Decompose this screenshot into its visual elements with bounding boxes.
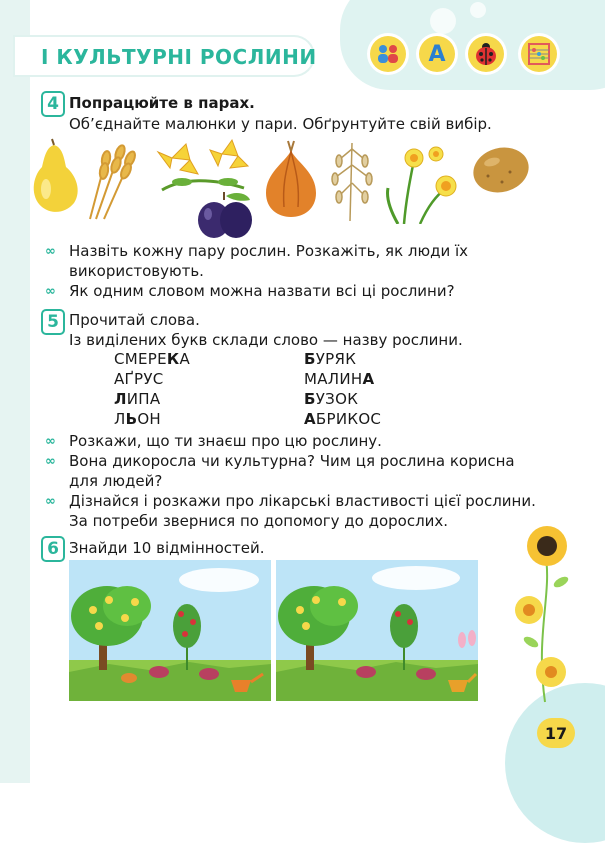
word-right-4: АБРИКОС xyxy=(304,410,382,428)
bubble xyxy=(470,2,486,18)
task5-bullet-2-line-1: Вона дикоросла чи культурна? Чим ця рослина корисна xyxy=(69,452,515,470)
task-number-6: 6 xyxy=(41,536,65,562)
wheat-picture xyxy=(82,137,144,221)
task5-heading: Прочитай слова. xyxy=(69,311,200,329)
word-left-3: ЛИПА xyxy=(114,390,161,408)
bullet-icon: ∞ xyxy=(45,434,56,449)
people-icon xyxy=(370,36,406,72)
flower-decoration-icon xyxy=(505,522,580,712)
bullet-icon: ∞ xyxy=(45,244,56,259)
task5-instruction: Із виділених букв склади слово — назву рослини. xyxy=(69,331,463,349)
onion-picture xyxy=(262,137,320,221)
task4-bullet-1-line-1: Назвіть кожну пару рослин. Розкажіть, як люди їх xyxy=(69,242,469,260)
word-left-4: ЛЬОН xyxy=(114,410,162,428)
letter-a-icon xyxy=(419,36,455,72)
letter-a: A xyxy=(428,41,446,67)
task4-instruction: Об’єднайте малюнки у пари. Обґрунтуйте свій вибір. xyxy=(69,115,492,133)
ladybug-icon xyxy=(468,36,504,72)
task4-bullet-1-line-2: використовують. xyxy=(69,262,204,280)
task-number-5: 5 xyxy=(41,309,65,335)
left-margin-band xyxy=(0,0,30,783)
section-title-bar xyxy=(15,37,317,75)
daffodil-picture xyxy=(384,140,466,224)
bubble xyxy=(430,8,456,34)
scene-left xyxy=(69,560,271,701)
task-number-4: 4 xyxy=(41,91,65,117)
section-title: І КУЛЬТУРНІ РОСЛИНИ xyxy=(41,45,317,69)
task4-bullet-2: Як одним словом можна назвати всі ці рослини? xyxy=(69,282,455,300)
pear-picture xyxy=(24,137,84,215)
word-left-1: СМЕРЕКА xyxy=(114,350,191,368)
scene-right xyxy=(276,560,478,701)
page-number: 17 xyxy=(537,718,575,748)
bullet-icon: ∞ xyxy=(45,494,56,509)
abacus-icon xyxy=(521,36,557,72)
task5-bullet-3-line-2: За потреби звернися по допомогу до дорослих. xyxy=(69,512,449,530)
plum-picture xyxy=(196,190,254,240)
word-left-2: АҐРУС xyxy=(114,370,164,388)
task5-bullet-1: Розкажи, що ти знаєш про цю рослину. xyxy=(69,432,382,450)
bullet-icon: ∞ xyxy=(45,454,56,469)
oats-picture xyxy=(322,137,380,221)
word-right-1: БУРЯК xyxy=(304,350,357,368)
task5-bullet-2-line-2: для людей? xyxy=(69,472,163,490)
task6-heading: Знайди 10 відмінностей. xyxy=(69,539,265,557)
word-right-2: МАЛИНА xyxy=(304,370,375,388)
word-right-3: БУЗОК xyxy=(304,390,359,408)
task4-heading: Попрацюйте в парах. xyxy=(69,94,255,112)
task5-bullet-3-line-1: Дізнайся і розкажи про лікарські властивості цієї рослини. xyxy=(69,492,536,510)
potato-picture xyxy=(470,142,532,198)
bullet-icon: ∞ xyxy=(45,284,56,299)
